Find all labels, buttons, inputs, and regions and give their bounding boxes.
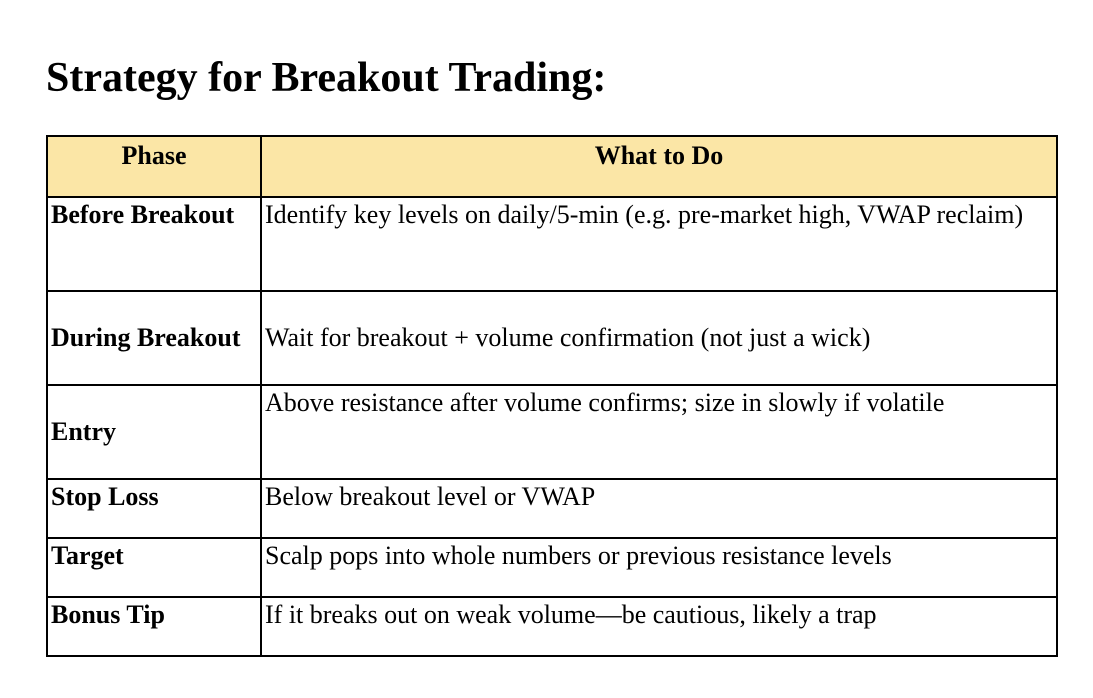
table-row [47, 197, 1057, 291]
table-row [47, 538, 1057, 597]
column-header-what-to-do: What to Do [261, 136, 1057, 197]
table-row [47, 385, 1057, 479]
action-cell: If it breaks out on weak volume—be cautious, likely a trap [261, 597, 1057, 656]
action-cell: Above resistance after volume confirms; size in slowly if volatile [261, 385, 1057, 479]
action-cell: Identify key levels on daily/5-min (e.g. pre-market high, VWAP reclaim) [261, 197, 1057, 291]
phase-cell: Entry [47, 385, 261, 479]
page-title: Strategy for Breakout Trading: [46, 55, 607, 101]
phase-cell: During Breakout [47, 291, 261, 385]
table-row [47, 291, 1057, 385]
table-row [47, 479, 1057, 538]
action-cell: Wait for breakout + volume confirmation (not just a wick) [261, 291, 1057, 385]
column-header-phase: Phase [47, 136, 261, 197]
phase-cell: Stop Loss [47, 479, 261, 538]
phase-cell: Target [47, 538, 261, 597]
strategy-table [46, 135, 1058, 657]
table-row [47, 597, 1057, 656]
phase-cell: Bonus Tip [47, 597, 261, 656]
table-header-row [47, 136, 1057, 197]
action-cell: Scalp pops into whole numbers or previous resistance levels [261, 538, 1057, 597]
action-cell: Below breakout level or VWAP [261, 479, 1057, 538]
phase-cell: Before Breakout [47, 197, 261, 291]
